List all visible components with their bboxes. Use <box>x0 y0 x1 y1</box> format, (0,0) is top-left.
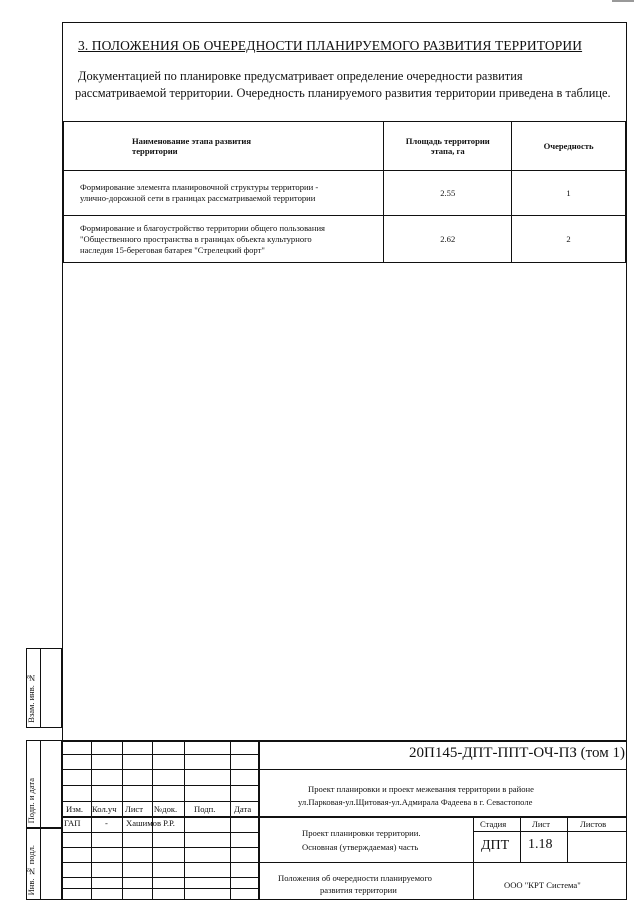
row1-name-line1: Формирование элемента планировочной структуры территории - <box>80 182 319 192</box>
intro-paragraph <box>75 68 623 102</box>
stages-table <box>63 121 626 263</box>
col-list: Лист <box>125 804 143 814</box>
row1-name <box>64 171 384 216</box>
header-order: Очередность <box>512 122 626 171</box>
row2-name-line1: Формирование и благоустройство территории общего пользования <box>80 222 326 233</box>
table-row <box>64 216 626 263</box>
col-ndok: №док. <box>154 804 178 814</box>
stamp-inv-label: Инв. № подл. <box>26 844 36 895</box>
col-izm: Изм. <box>66 804 84 814</box>
row2-name <box>64 216 384 263</box>
row2-order: 2 <box>512 216 626 263</box>
stamp-vzam <box>26 648 62 728</box>
sheets-label: Листов <box>580 819 607 829</box>
row2-name-line3: наследия 15-береговая батарея "Стрелецкий форт" <box>80 244 265 255</box>
part-line-1: Проект планировки территории. <box>302 828 421 838</box>
header-stage <box>64 122 384 171</box>
table-row <box>64 171 626 216</box>
row1-area: 2.55 <box>384 171 512 216</box>
header-stage-line1: Наименование этапа развития <box>132 136 252 146</box>
row1-order: 1 <box>512 171 626 216</box>
stage-value: ДПТ <box>481 838 510 853</box>
organization: ООО "КРТ Система" <box>504 880 581 890</box>
title-block <box>62 740 627 900</box>
gap-name: Хашимов Р.Р. <box>126 818 175 828</box>
paragraph-line-2: рассматриваемой территории. Очередность планируемого развития территории приведена в таблице. <box>75 86 611 100</box>
header-stage-line2: территории <box>132 146 178 156</box>
stamp-inv <box>26 828 62 900</box>
document-code: 20П145-ДПТ-ППТ-ОЧ-ПЗ (том 1) <box>409 745 625 761</box>
sheet-value: 1.18 <box>528 837 553 852</box>
corner-mark <box>612 0 634 2</box>
gap-label: ГАП <box>64 818 81 828</box>
table-header-row <box>64 122 626 171</box>
header-area-line2: этапа, га <box>430 146 465 156</box>
stage-label: Стадия <box>480 819 507 829</box>
col-data: Дата <box>234 804 252 814</box>
project-line-2: ул.Парковая-ул.Щитовая-ул.Адмирала Фадеева в г. Севастополе <box>298 797 533 807</box>
gap-dash: - <box>105 818 108 828</box>
paragraph-line-1: Документацией по планировке предусматривает определение очередности развития <box>78 69 523 83</box>
section-line-1: Положения об очередности планируемого <box>278 873 432 883</box>
part-line-2: Основная (утверждаемая) часть <box>302 842 419 852</box>
row1-name-line2: улично-дорожной сети в границах рассматриваемой территории <box>80 193 316 203</box>
stamp-podp-label: Подп. и дата <box>26 777 36 823</box>
col-kolu: Кол.уч <box>92 804 117 814</box>
section-line-2: развития территории <box>320 885 397 895</box>
stamp-vzam-label: Взам. инв. № <box>26 673 36 723</box>
project-line-1: Проект планировки и проект межевания территории в районе <box>308 784 534 794</box>
header-area-line1: Площадь территории <box>405 136 490 146</box>
row2-area: 2.62 <box>384 216 512 263</box>
row2-name-line2: "Общественного пространства в границах объекта культурного <box>80 233 312 244</box>
col-podp: Подп. <box>194 804 216 814</box>
section-heading: 3. ПОЛОЖЕНИЯ ОБ ОЧЕРЕДНОСТИ ПЛАНИРУЕМОГО РАЗВИТИЯ ТЕРРИТОРИИ <box>78 38 583 53</box>
header-area <box>384 122 512 171</box>
stamp-podp <box>26 740 62 828</box>
sheet-label: Лист <box>532 819 550 829</box>
